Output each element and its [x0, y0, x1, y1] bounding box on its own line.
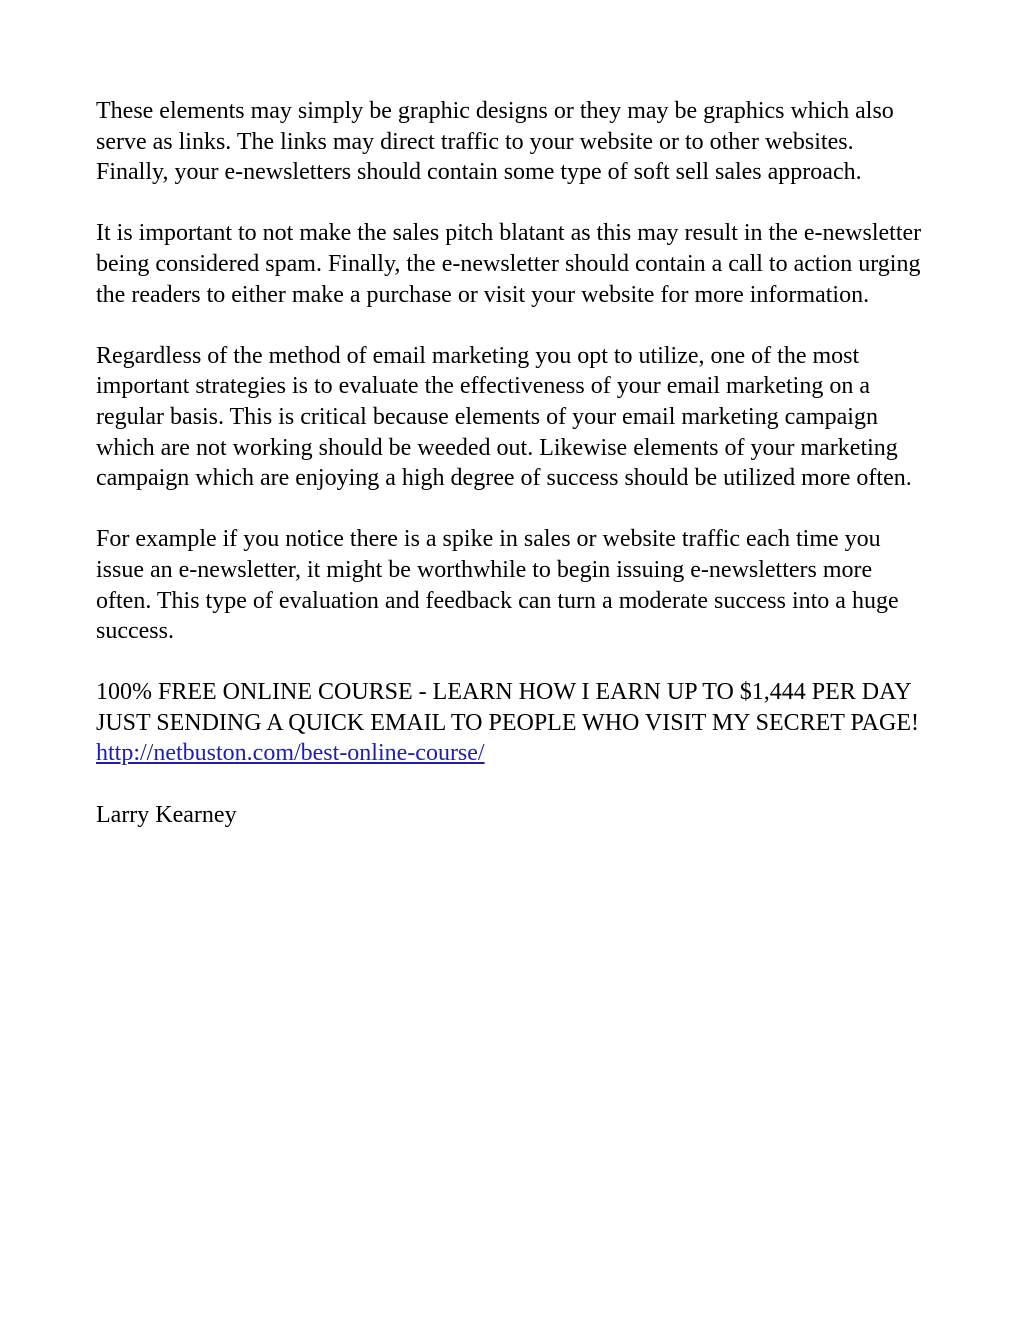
promo-text: 100% FREE ONLINE COURSE - LEARN HOW I EARN UP TO $1,444 PER DAY JUST SENDING A QUICK EMAIL TO PEOPLE WHO VISIT MY SECRET PAGE!	[96, 679, 919, 736]
paragraph-graphic-elements: These elements may simply be graphic designs or they may be graphics which also serve as links. The links may direct traffic to your website or to other websites. Finally, your e-newsletters should contain some type of soft sell sales approach.	[96, 98, 894, 186]
promo-paragraph	[96, 677, 932, 769]
document-body	[96, 96, 932, 861]
promo-link[interactable]: http://netbuston.com/best-online-course/	[96, 740, 485, 767]
paragraph-evaluate-effectiveness: Regardless of the method of email marketing you opt to utilize, one of the most important strategies is to evaluate the effectiveness of your email marketing on a regular basis. This is critical because elements of your email marketing campaign which are not working should be weeded out. Likewise elements of your marketing campaign which are enjoying a high degree of success should be utilized more often.	[96, 342, 912, 492]
paragraph-example-spike: For example if you notice there is a spike in sales or website traffic each time you issue an e-newsletter, it might be worthwhile to begin issuing e-newsletters more often. This type of evaluation and feedback can turn a moderate success into a huge success.	[96, 526, 899, 645]
paragraph-sales-pitch: It is important to not make the sales pitch blatant as this may result in the e-newsletter being considered spam. Finally, the e-newsletter should contain a call to action urging the readers to either make a purchase or visit your website for more information.	[96, 220, 922, 308]
author-name: Larry Kearney	[96, 801, 237, 828]
